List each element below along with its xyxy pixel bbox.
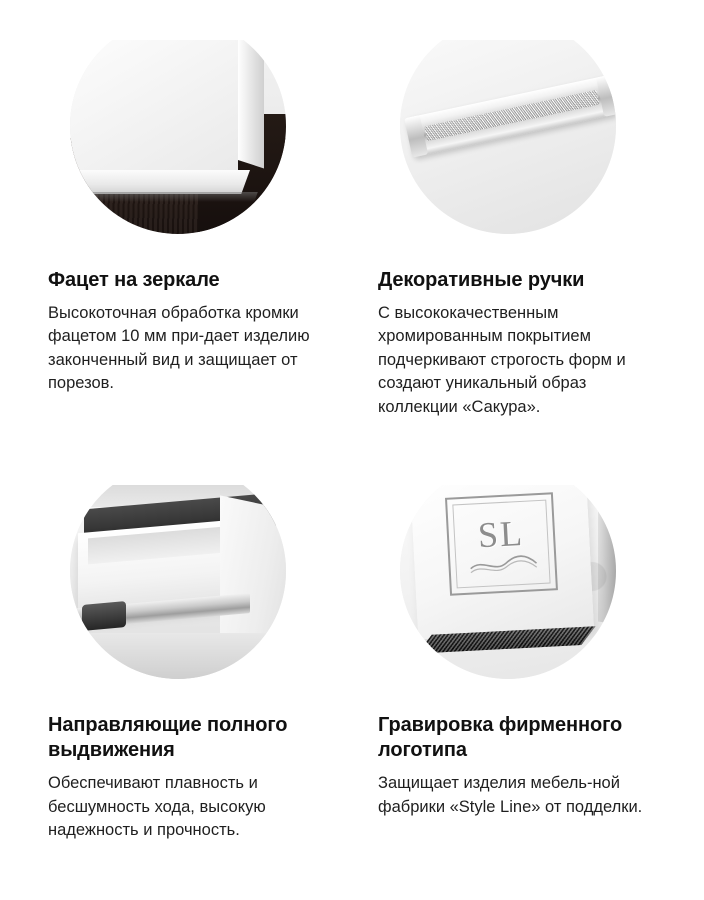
feature-image-wrap: [48, 485, 308, 701]
logo-monogram: SL: [476, 512, 525, 556]
chrome-handle-image: [400, 40, 616, 234]
handle-bar: [406, 75, 616, 157]
feature-title: Декоративные ручки: [378, 269, 585, 291]
feature-image-wrap: [378, 485, 638, 701]
mirror-surface: [70, 40, 238, 170]
cabinet-base: [70, 633, 286, 679]
chrome-handle-photo: [400, 40, 616, 234]
feature-title: Гравировка фирменного логотипа: [378, 714, 623, 762]
logo-emblem-frame: [445, 492, 558, 596]
beveled-mirror-image: [70, 40, 286, 234]
feature-card-bevel: [48, 40, 326, 419]
features-grid: [48, 40, 656, 842]
logo-engraving-photo: [400, 485, 616, 679]
logo-wave-icon: [468, 553, 539, 575]
panel-side-shadow: [598, 485, 616, 625]
logo-engraving-image: [400, 485, 616, 679]
feature-text: Обеспечивают плавность и бесшумность хода, высокую надежность и прочность.: [48, 774, 266, 839]
feature-card-engraving: [378, 485, 656, 842]
feature-text: Высокоточная обработка кромки фацетом 10 мм при-дает изделию законченный вид и защищает от порезов.: [48, 304, 310, 393]
feature-text: Защищает изделия мебель-ной фабрики «Style Line» от подделки.: [378, 774, 643, 816]
mirror-edge-shadow: [70, 192, 258, 202]
feature-card-slides: [48, 485, 326, 842]
mirror-bevel-edge-right: [238, 40, 264, 168]
feature-card-handles: [378, 40, 656, 419]
feature-text: С высококачественным хромированным покрытием подчеркивают строгость форм и создают уникальный образ коллекции «Сакура».: [378, 304, 626, 416]
feature-image-wrap: [48, 40, 308, 256]
panel-surface: [410, 485, 594, 639]
feature-title: Направляющие полного выдвижения: [48, 714, 288, 762]
feature-title: Фацет на зеркале: [48, 269, 220, 291]
drawer-slide-photo: [70, 485, 286, 679]
beveled-mirror-photo: [70, 40, 286, 234]
mirror-bevel-edge-bottom: [70, 170, 250, 194]
feature-image-wrap: [378, 40, 638, 256]
drawer-slide-image: [70, 485, 286, 679]
rail-clip: [82, 601, 126, 631]
